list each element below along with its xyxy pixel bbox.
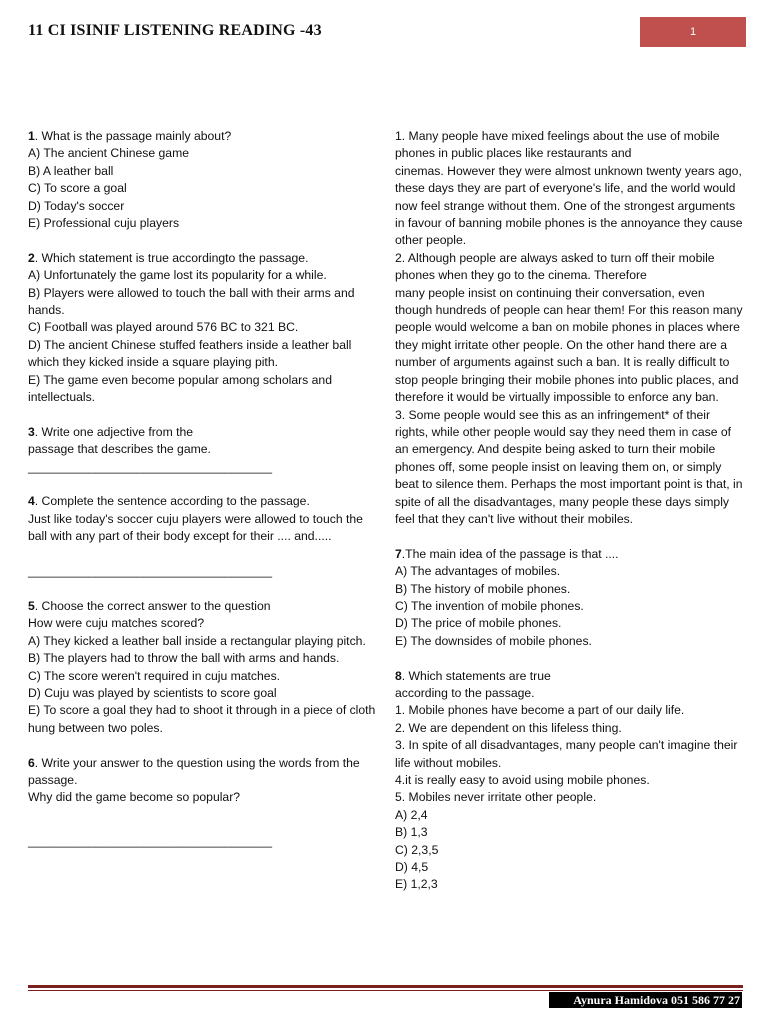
question-number: 6: [28, 755, 35, 770]
question-text-line2: How were cuju matches scored?: [28, 616, 205, 631]
right-column: [395, 128, 745, 894]
option: A) They kicked a leather ball inside a rectangular playing pitch.: [28, 633, 366, 648]
question-text-line2: Why did the game become so popular?: [28, 790, 241, 805]
question-text: . Write your answer to the question using the words from the passage.: [28, 755, 360, 787]
question-2-prompt: [28, 250, 378, 267]
question-number: 8: [395, 668, 402, 683]
question-7: [395, 546, 745, 650]
passage-paragraph: 3. Some people would see this as an infringement* of their rights, while other people would say they need them in case of an emergency. And despite being asked to turn their mobile phones off, some people insist on leaving them on, or simply beat to silence them. Perhaps the most important point is that, in spite of all the disadvantages, many people these days simply feel that they can't live without their mobiles.: [395, 407, 743, 526]
question-number: 5: [28, 598, 35, 613]
option: B) The players had to throw the ball with arms and hands.: [28, 651, 340, 666]
option: B) Players were allowed to touch the ball with their arms and hands.: [28, 285, 355, 318]
question-6-prompt: [28, 755, 378, 790]
question-6: [28, 755, 378, 851]
left-column: [28, 128, 378, 850]
passage-paragraph: 1. Many people have mixed feelings about the use of mobile phones in public places like restaurants and: [395, 129, 720, 161]
footer-rule-thin: [28, 990, 743, 991]
option: D) 4,5: [395, 860, 429, 875]
question-text: . Complete the sentence according to the passage.: [34, 494, 310, 509]
question-text: . Which statements are true: [401, 668, 551, 683]
option: D) Today's soccer: [28, 198, 125, 213]
question-text: . Which statement is true accordingto the passage.: [34, 250, 309, 265]
footer-rule: [28, 985, 743, 988]
option: B) A leather ball: [28, 163, 114, 178]
question-2: [28, 250, 378, 407]
question-1: [28, 128, 378, 232]
option: E) To score a goal they had to shoot it through in a piece of cloth hung between two poles.: [28, 703, 376, 735]
question-text-line2: according to the passage.: [395, 685, 535, 700]
question-number: 3: [28, 424, 35, 439]
option: C) Football was played around 576 BC to 321 BC.: [28, 320, 299, 335]
statement: 3. In spite of all disadvantages, many people can't imagine their life without mobiles.: [395, 738, 738, 770]
statement: 2. We are dependent on this lifeless thing.: [395, 720, 622, 735]
question-4: [28, 493, 378, 580]
answer-blank[interactable]: ____________________________________: [28, 564, 273, 579]
answer-blank[interactable]: ____________________________________: [28, 459, 273, 474]
question-number: 4: [28, 494, 35, 509]
option: A) The advantages of mobiles.: [395, 564, 561, 579]
question-5-prompt: [28, 598, 378, 615]
option: D) The ancient Chinese stuffed feathers inside a leather ball which they kicked inside a square playing pith.: [28, 337, 352, 370]
option: C) 2,3,5: [395, 842, 439, 857]
passage-paragraph: many people insist on continuing their conversation, even though hundreds of people can hear them! For this reason many people would welcome a ban on mobile phones in places where they might irritate other people. On the other hand there are a number of arguments against such a ban. It is really difficult to stop people bringing their mobile phones into public places, and therefore it would be virtually impossible to enforce any ban.: [395, 285, 743, 405]
passage-paragraph: 2. Although people are always asked to turn off their mobile phones when they go to the cinema. Therefore: [395, 250, 715, 283]
reading-passage: [395, 128, 745, 528]
option: E) Professional cuju players: [28, 216, 180, 231]
question-8-prompt: [395, 668, 745, 685]
option: E) The game even become popular among scholars and intellectuals.: [28, 372, 332, 405]
question-text-line2: passage that describes the game.: [28, 442, 211, 457]
question-number: 1: [28, 129, 35, 143]
answer-blank[interactable]: ____________________________________: [28, 833, 273, 848]
question-text: . Choose the correct answer to the question: [34, 598, 271, 613]
question-text: . What is the passage mainly about?: [34, 129, 232, 143]
option: B) 1,3: [395, 825, 428, 840]
option: C) To score a goal: [28, 181, 127, 196]
question-1-prompt: [28, 128, 378, 145]
author-footer: Aynura Hamidova 051 586 77 27: [549, 992, 742, 1008]
question-4-prompt: [28, 493, 378, 510]
question-3-prompt: [28, 424, 378, 441]
question-text: . Write one adjective from the: [34, 424, 194, 439]
option: D) The price of mobile phones.: [395, 616, 562, 631]
option: B) The history of mobile phones.: [395, 581, 571, 596]
question-text: .The main idea of the passage is that ....: [401, 546, 619, 561]
option: E) 1,2,3: [395, 877, 438, 892]
question-8: [395, 668, 745, 894]
page-title: 11 CI ISINIF LISTENING READING -43: [28, 22, 322, 39]
option: C) The score weren't required in cuju matches.: [28, 668, 281, 683]
option: A) The ancient Chinese game: [28, 146, 190, 161]
question-5: [28, 598, 378, 737]
option: A) Unfortunately the game lost its popularity for a while.: [28, 268, 327, 283]
question-7-prompt: [395, 546, 745, 563]
option: C) The invention of mobile phones.: [395, 598, 584, 613]
question-number: 7: [395, 546, 402, 561]
option: E) The downsides of mobile phones.: [395, 633, 592, 648]
statement: 4.it is really easy to avoid using mobile phones.: [395, 773, 650, 787]
question-3: [28, 424, 378, 476]
statement: 1. Mobile phones have become a part of our daily life.: [395, 703, 685, 718]
question-number: 2: [28, 250, 35, 265]
passage-paragraph: cinemas. However they were almost unknown twenty years ago, these days they are part of everyone's life, and the world would now feel strange without them. One of the strongest arguments in favour of banning mobile phones is the annoyance they cause other people.: [395, 163, 743, 248]
page-number-badge: 1: [640, 17, 746, 47]
option: D) Cuju was played by scientists to score goal: [28, 685, 277, 700]
option: A) 2,4: [395, 807, 428, 822]
statement: 5. Mobiles never irritate other people.: [395, 790, 597, 805]
question-text-line2: Just like today's soccer cuju players were allowed to touch the ball with any part of their body except for their .... and.....: [28, 511, 363, 544]
